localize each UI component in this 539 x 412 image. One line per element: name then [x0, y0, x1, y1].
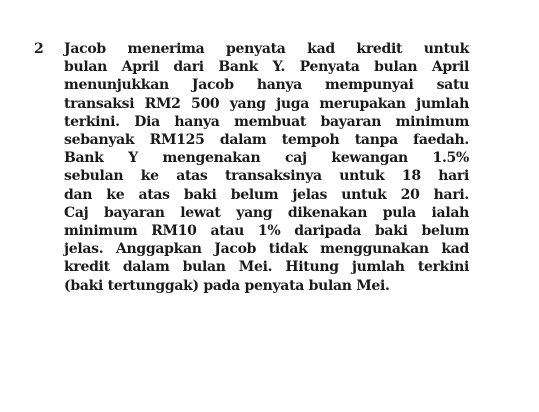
question-text: [64, 40, 469, 295]
question-line: dan ke atas baki belum jelas untuk 20 hari.: [64, 186, 469, 203]
question-number: 2: [34, 41, 44, 57]
question-line: jelas. Anggapkan Jacob tidak menggunakan kad: [64, 241, 469, 258]
question-line: terkini. Dia hanya membuat bayaran minimum: [64, 113, 469, 130]
question-line: Bank Y mengenakan caj kewangan 1.5%: [64, 150, 469, 167]
question-line: Jacob menerima penyata kad kredit untuk: [64, 41, 469, 57]
question-line: (baki tertunggak) pada penyata bulan Mei.: [64, 277, 390, 294]
question-line: Caj bayaran lewat yang dikenakan pula ialah: [64, 204, 469, 221]
question-line: minimum RM10 atau 1% daripada baki belum: [64, 223, 469, 240]
question-line: menunjukkan Jacob hanya mempunyai satu: [64, 77, 469, 94]
question-line: kredit dalam bulan Mei. Hitung jumlah terkini: [64, 259, 469, 276]
question-line: transaksi RM2 500 yang juga merupakan jumlah: [64, 95, 469, 112]
question-line: sebulan ke atas transaksinya untuk 18 hari: [64, 168, 469, 185]
question-line: sebanyak RM125 dalam tempoh tanpa faedah.: [64, 132, 469, 149]
question-line: bulan April dari Bank Y. Penyata bulan April: [64, 59, 469, 76]
